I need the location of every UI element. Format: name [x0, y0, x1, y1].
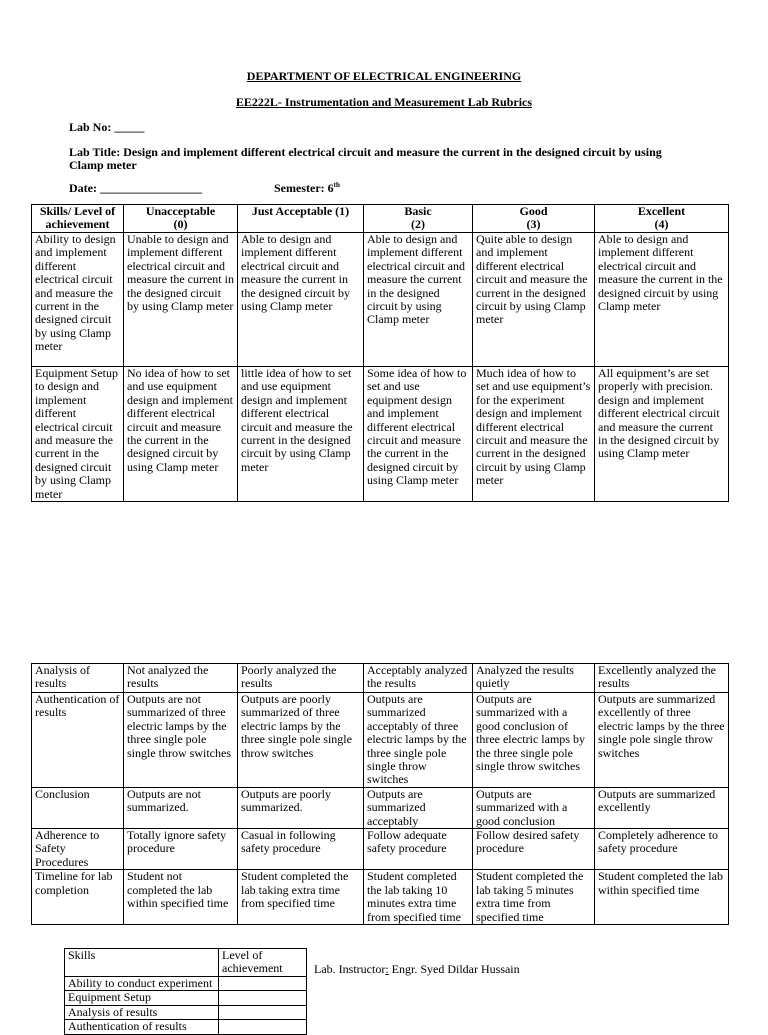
cell-skill: Authentication of results [32, 693, 124, 788]
cell-skill: Conclusion [32, 787, 124, 828]
cell-good: Much idea of how to set and use equipment’s for the experiment design and implement different electrical circuit and measure the current in the designed circuit by using Clamp meter [473, 367, 595, 502]
table-row [32, 787, 729, 828]
summary-skill: Authentication of results [65, 1020, 219, 1034]
summary-skill: Equipment Setup [65, 991, 219, 1005]
rubric-table-bottom [31, 663, 729, 925]
table-row [32, 693, 729, 788]
header-good: Good (3) [473, 205, 595, 233]
list-item [65, 991, 307, 1005]
cell-basic: Outputs are summarized acceptably of three electric lamps by the three single pole single throw switches [364, 693, 473, 788]
cell-excellent: Excellently analyzed the results [595, 664, 729, 693]
table-row [32, 664, 729, 693]
list-item [65, 1020, 307, 1034]
header-just-acceptable: Just Acceptable (1) [238, 205, 364, 233]
cell-unacceptable: Outputs are not summarized. [124, 787, 238, 828]
list-item [65, 1005, 307, 1019]
semester-label [274, 182, 340, 195]
instructor-name: Engr. Syed Dildar Hussain [388, 962, 520, 976]
summary-level-field[interactable] [219, 991, 307, 1005]
table-row [32, 829, 729, 870]
cell-skill: Equipment Setup to design and implement different electrical circuit and measure the current in the designed circuit by using Clamp meter [32, 367, 124, 502]
instructor-colon: : [385, 962, 389, 976]
cell-excellent: Able to design and implement different electrical circuit and measure the current in the designed circuit by using Clamp meter [595, 233, 729, 367]
list-item [65, 977, 307, 991]
date-label: Date: _________________ [69, 181, 202, 195]
cell-basic: Some idea of how to set and use equipment design and implement different electrical circuit and measure the current in the designed circuit by using Clamp meter [364, 367, 473, 502]
cell-unacceptable: Student not completed the lab within specified time [124, 870, 238, 925]
rubric-header-row [32, 205, 729, 233]
cell-skill: Analysis of results [32, 664, 124, 693]
cell-excellent: Outputs are summarized excellently [595, 787, 729, 828]
cell-skill: Timeline for lab completion [32, 870, 124, 925]
cell-skill: Adherence to Safety Procedures [32, 829, 124, 870]
summary-level-field[interactable] [219, 977, 307, 991]
cell-unacceptable: Not analyzed the results [124, 664, 238, 693]
table-row [32, 233, 729, 367]
cell-good: Outputs are summarized with a good conclusion of three electric lamps by the three single pole single throw switches [473, 693, 595, 788]
lab-title: Lab Title: Design and implement different electrical circuit and measure the current in the designed circuit by using Clamp meter [69, 145, 662, 172]
skills-summary-table [64, 948, 307, 1035]
cell-skill: Ability to design and implement different electrical circuit and measure the current in the designed circuit by using Clamp meter [32, 233, 124, 367]
cell-good: Follow desired safety procedure [473, 829, 595, 870]
cell-excellent: Completely adherence to safety procedure [595, 829, 729, 870]
course-title: EE222L- Instrumentation and Measurement Lab Rubrics [235, 95, 533, 109]
table-row [32, 367, 729, 502]
header-unacceptable: Unacceptable (0) [124, 205, 238, 233]
cell-basic: Able to design and implement different electrical circuit and measure the current in the designed circuit by using Clamp meter [364, 233, 473, 367]
cell-just-acceptable: little idea of how to set and use equipment design and implement different electrical circuit and measure the current in the designed circuit by using Clamp meter [238, 367, 364, 502]
summary-header-level: Level of achievement [219, 949, 307, 977]
summary-level-field[interactable] [219, 1005, 307, 1019]
cell-basic: Follow adequate safety procedure [364, 829, 473, 870]
cell-just-acceptable: Able to design and implement different electrical circuit and measure the current in the designed circuit by using Clamp meter [238, 233, 364, 367]
cell-good: Student completed the lab taking 5 minutes extra time from specified time [473, 870, 595, 925]
cell-unacceptable: Outputs are not summarized of three electric lamps by the three single pole single throw switches [124, 693, 238, 788]
cell-basic: Student completed the lab taking 10 minutes extra time from specified time [364, 870, 473, 925]
header-basic: Basic (2) [364, 205, 473, 233]
cell-just-acceptable: Outputs are poorly summarized of three electric lamps by the three single pole single throw switches [238, 693, 364, 788]
summary-skill: Analysis of results [65, 1005, 219, 1019]
header-skills: Skills/ Level of achievement [32, 205, 124, 233]
cell-excellent: Outputs are summarized excellently of three electric lamps by the three single pole single throw switches [595, 693, 729, 788]
cell-good: Outputs are summarized with a good conclusion [473, 787, 595, 828]
cell-just-acceptable: Student completed the lab taking extra time from specified time [238, 870, 364, 925]
cell-basic: Acceptably analyzed the results [364, 664, 473, 693]
cell-basic: Outputs are summarized acceptably [364, 787, 473, 828]
cell-unacceptable: No idea of how to set and use equipment design and implement different electrical circuit and measure the current in the designed circuit by using Clamp meter [124, 367, 238, 502]
table-row [32, 870, 729, 925]
lab-no-label: Lab No: _____ [69, 120, 145, 134]
summary-skill: Ability to conduct experiment [65, 977, 219, 991]
cell-unacceptable: Totally ignore safety procedure [124, 829, 238, 870]
cell-just-acceptable: Poorly analyzed the results [238, 664, 364, 693]
semester-text: Semester: 6 [274, 181, 334, 195]
cell-good: Quite able to design and implement different electrical circuit and measure the current in the designed circuit by using Clamp meter [473, 233, 595, 367]
cell-unacceptable: Unable to design and implement different electrical circuit and measure the current in the designed circuit by using Clamp meter [124, 233, 238, 367]
instructor-prefix: Lab. Instructor [314, 962, 386, 976]
cell-excellent: Student completed the lab within specified time [595, 870, 729, 925]
rubric-table-top [31, 204, 729, 502]
cell-just-acceptable: Casual in following safety procedure [238, 829, 364, 870]
department-title: DEPARTMENT OF ELECTRICAL ENGINEERING [246, 69, 522, 83]
summary-header-skills: Skills [65, 949, 219, 977]
summary-header-row [65, 949, 307, 977]
summary-level-field[interactable] [219, 1020, 307, 1034]
semester-superscript: th [333, 181, 340, 189]
cell-excellent: All equipment’s are set properly with precision. design and implement different electrical circuit and measure the current in the designed circuit by using Clamp meter [595, 367, 729, 502]
cell-good: Analyzed the results quietly [473, 664, 595, 693]
lab-instructor [314, 962, 520, 976]
header-excellent: Excellent (4) [595, 205, 729, 233]
cell-just-acceptable: Outputs are poorly summarized. [238, 787, 364, 828]
